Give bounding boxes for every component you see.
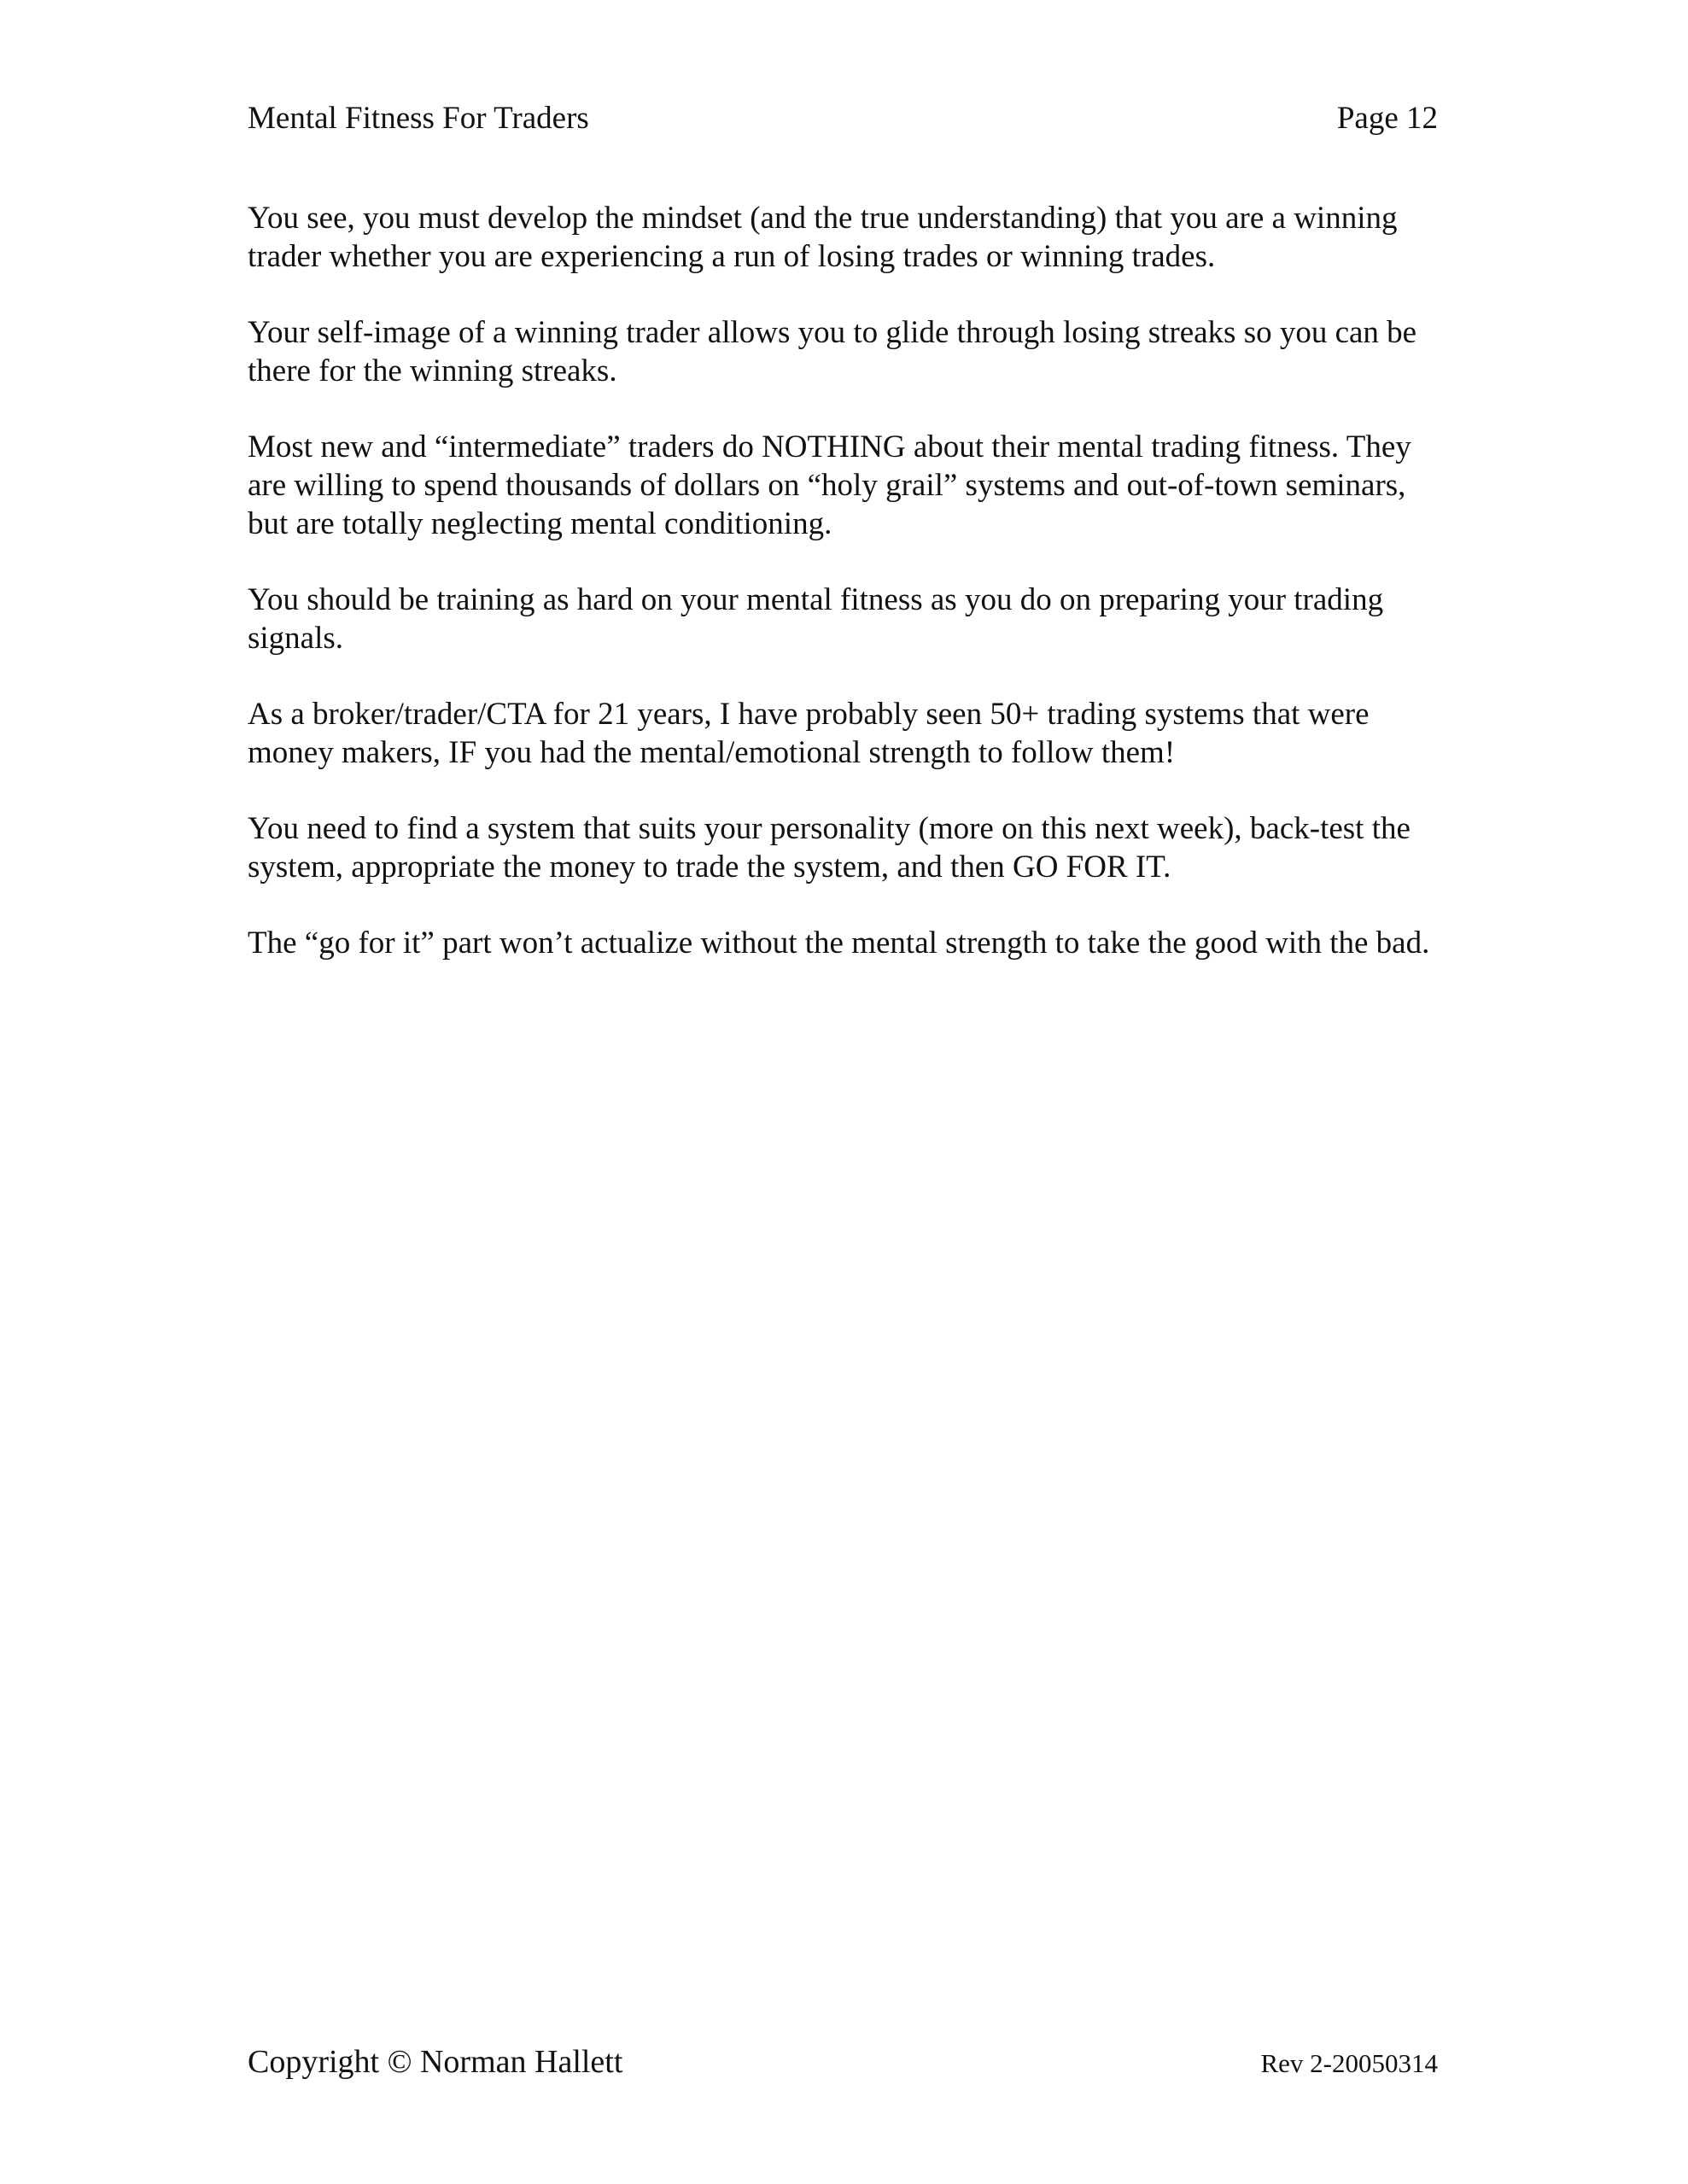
paragraph: Your self-image of a winning trader allows you to glide through losing streaks so you can be there for the winning streaks. xyxy=(248,315,1417,388)
paragraph: As a broker/trader/CTA for 21 years, I have probably seen 50+ trading systems that were money makers, IF you had the mental/emotional strength to follow them! xyxy=(248,697,1370,770)
paragraph: You need to find a system that suits your personality (more on this next week), back-test the system, appropriate the money to trade the system, and then GO FOR IT. xyxy=(248,811,1411,885)
copyright-notice: Copyright © Norman Hallett xyxy=(248,2044,623,2080)
paragraph: You should be training as hard on your mental fitness as you do on preparing your trading signals. xyxy=(248,582,1384,656)
page-footer xyxy=(248,2041,1438,2092)
page-header xyxy=(248,97,1438,140)
document-title: Mental Fitness For Traders xyxy=(248,101,589,136)
paragraph: Most new and “intermediate” traders do NOTHING about their mental trading fitness. They are willing to spend thousands of dollars on “holy grail” systems and out-of-town seminars, but are totally neglecting mental conditioning. xyxy=(248,429,1411,541)
paragraph: You see, you must develop the mindset (and the true understanding) that you are a winning trader whether you are experiencing a run of losing trades or winning trades. xyxy=(248,201,1398,274)
body-text xyxy=(248,199,1443,1000)
revision-label: Rev 2-20050314 xyxy=(1260,2048,1438,2078)
page-number: Page 12 xyxy=(1336,101,1438,136)
paragraph: The “go for it” part won’t actualize without the mental strength to take the good with the bad. xyxy=(248,926,1430,961)
